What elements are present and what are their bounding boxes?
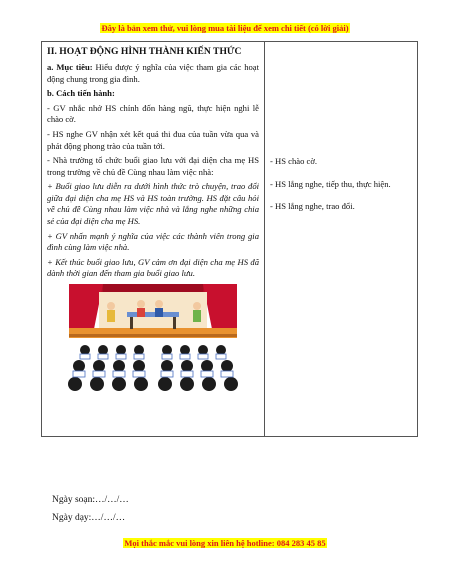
italic-step-2: + GV nhấn mạnh ý nghĩa của việc các thành viên trong gia đình cùng làm việc nhà. (47, 230, 259, 253)
teach-date: Ngày dạy:…/…/… (52, 513, 126, 523)
parent-meeting-illustration (63, 284, 243, 394)
hotline-banner (0, 538, 450, 548)
italic-step-3: + Kết thúc buổi giao lưu, GV cảm ơn đại diện cha mẹ HS đã dành thời gian đến tham gia buổi giao lưu. (47, 256, 259, 279)
student-response-2: - HS lắng nghe, tiếp thu, thực hiện. (270, 178, 391, 189)
step-3: - Nhà trường tổ chức buổi giao lưu với đại diện cha mẹ HS trong trường về chủ đề Cùng nhau làm việc nhà: (47, 155, 259, 177)
step-1: - GV nhắc nhở HS chỉnh đốn hàng ngũ, thực hiện nghi lễ chào cờ. (47, 102, 259, 125)
teacher-activity-cell (42, 42, 265, 437)
lesson-table (41, 41, 418, 437)
student-activity-cell (265, 42, 418, 437)
student-response-3: - HS lắng nghe, trao đổi. (270, 201, 355, 212)
section-title: II. HOẠT ĐỘNG HÌNH THÀNH KIẾN THỨC (47, 46, 242, 57)
prep-date: Ngày soạn:…/…/… (52, 495, 129, 505)
objective-text: Hiểu được ý nghĩa của việc tham gia các hoạt động chung trong gia đình. (47, 61, 259, 84)
procedure-label: b. Cách tiến hành: (47, 88, 115, 99)
preview-banner-text: Đây là bản xem thử, vui lòng mua tài liệu để xem chi tiết (có lời giải) (101, 23, 349, 33)
step-2: - HS nghe GV nhận xét kết quả thi đua của tuần vừa qua và phát động phong trào của tuần tới. (47, 128, 259, 151)
student-response-1: - HS chào cờ. (270, 156, 318, 166)
objective-label: a. Mục tiêu: (47, 61, 93, 72)
hotline-banner-text: Mọi thắc mắc vui lòng xin liên hệ hotline: 084 283 45 85 (124, 538, 326, 548)
lesson-row (42, 42, 418, 437)
objective-paragraph (47, 62, 259, 85)
preview-banner (0, 23, 450, 33)
italic-step-1: + Buổi giao lưu diễn ra dưới hình thức trò chuyện, trao đổi giữa đại diện cha mẹ HS và HS toàn trường. HS đặt câu hỏi về chủ đề Cùng nhau làm việc nhà và lắng nghe những chia sẻ của đại diện cha mẹ HS. (47, 181, 259, 227)
